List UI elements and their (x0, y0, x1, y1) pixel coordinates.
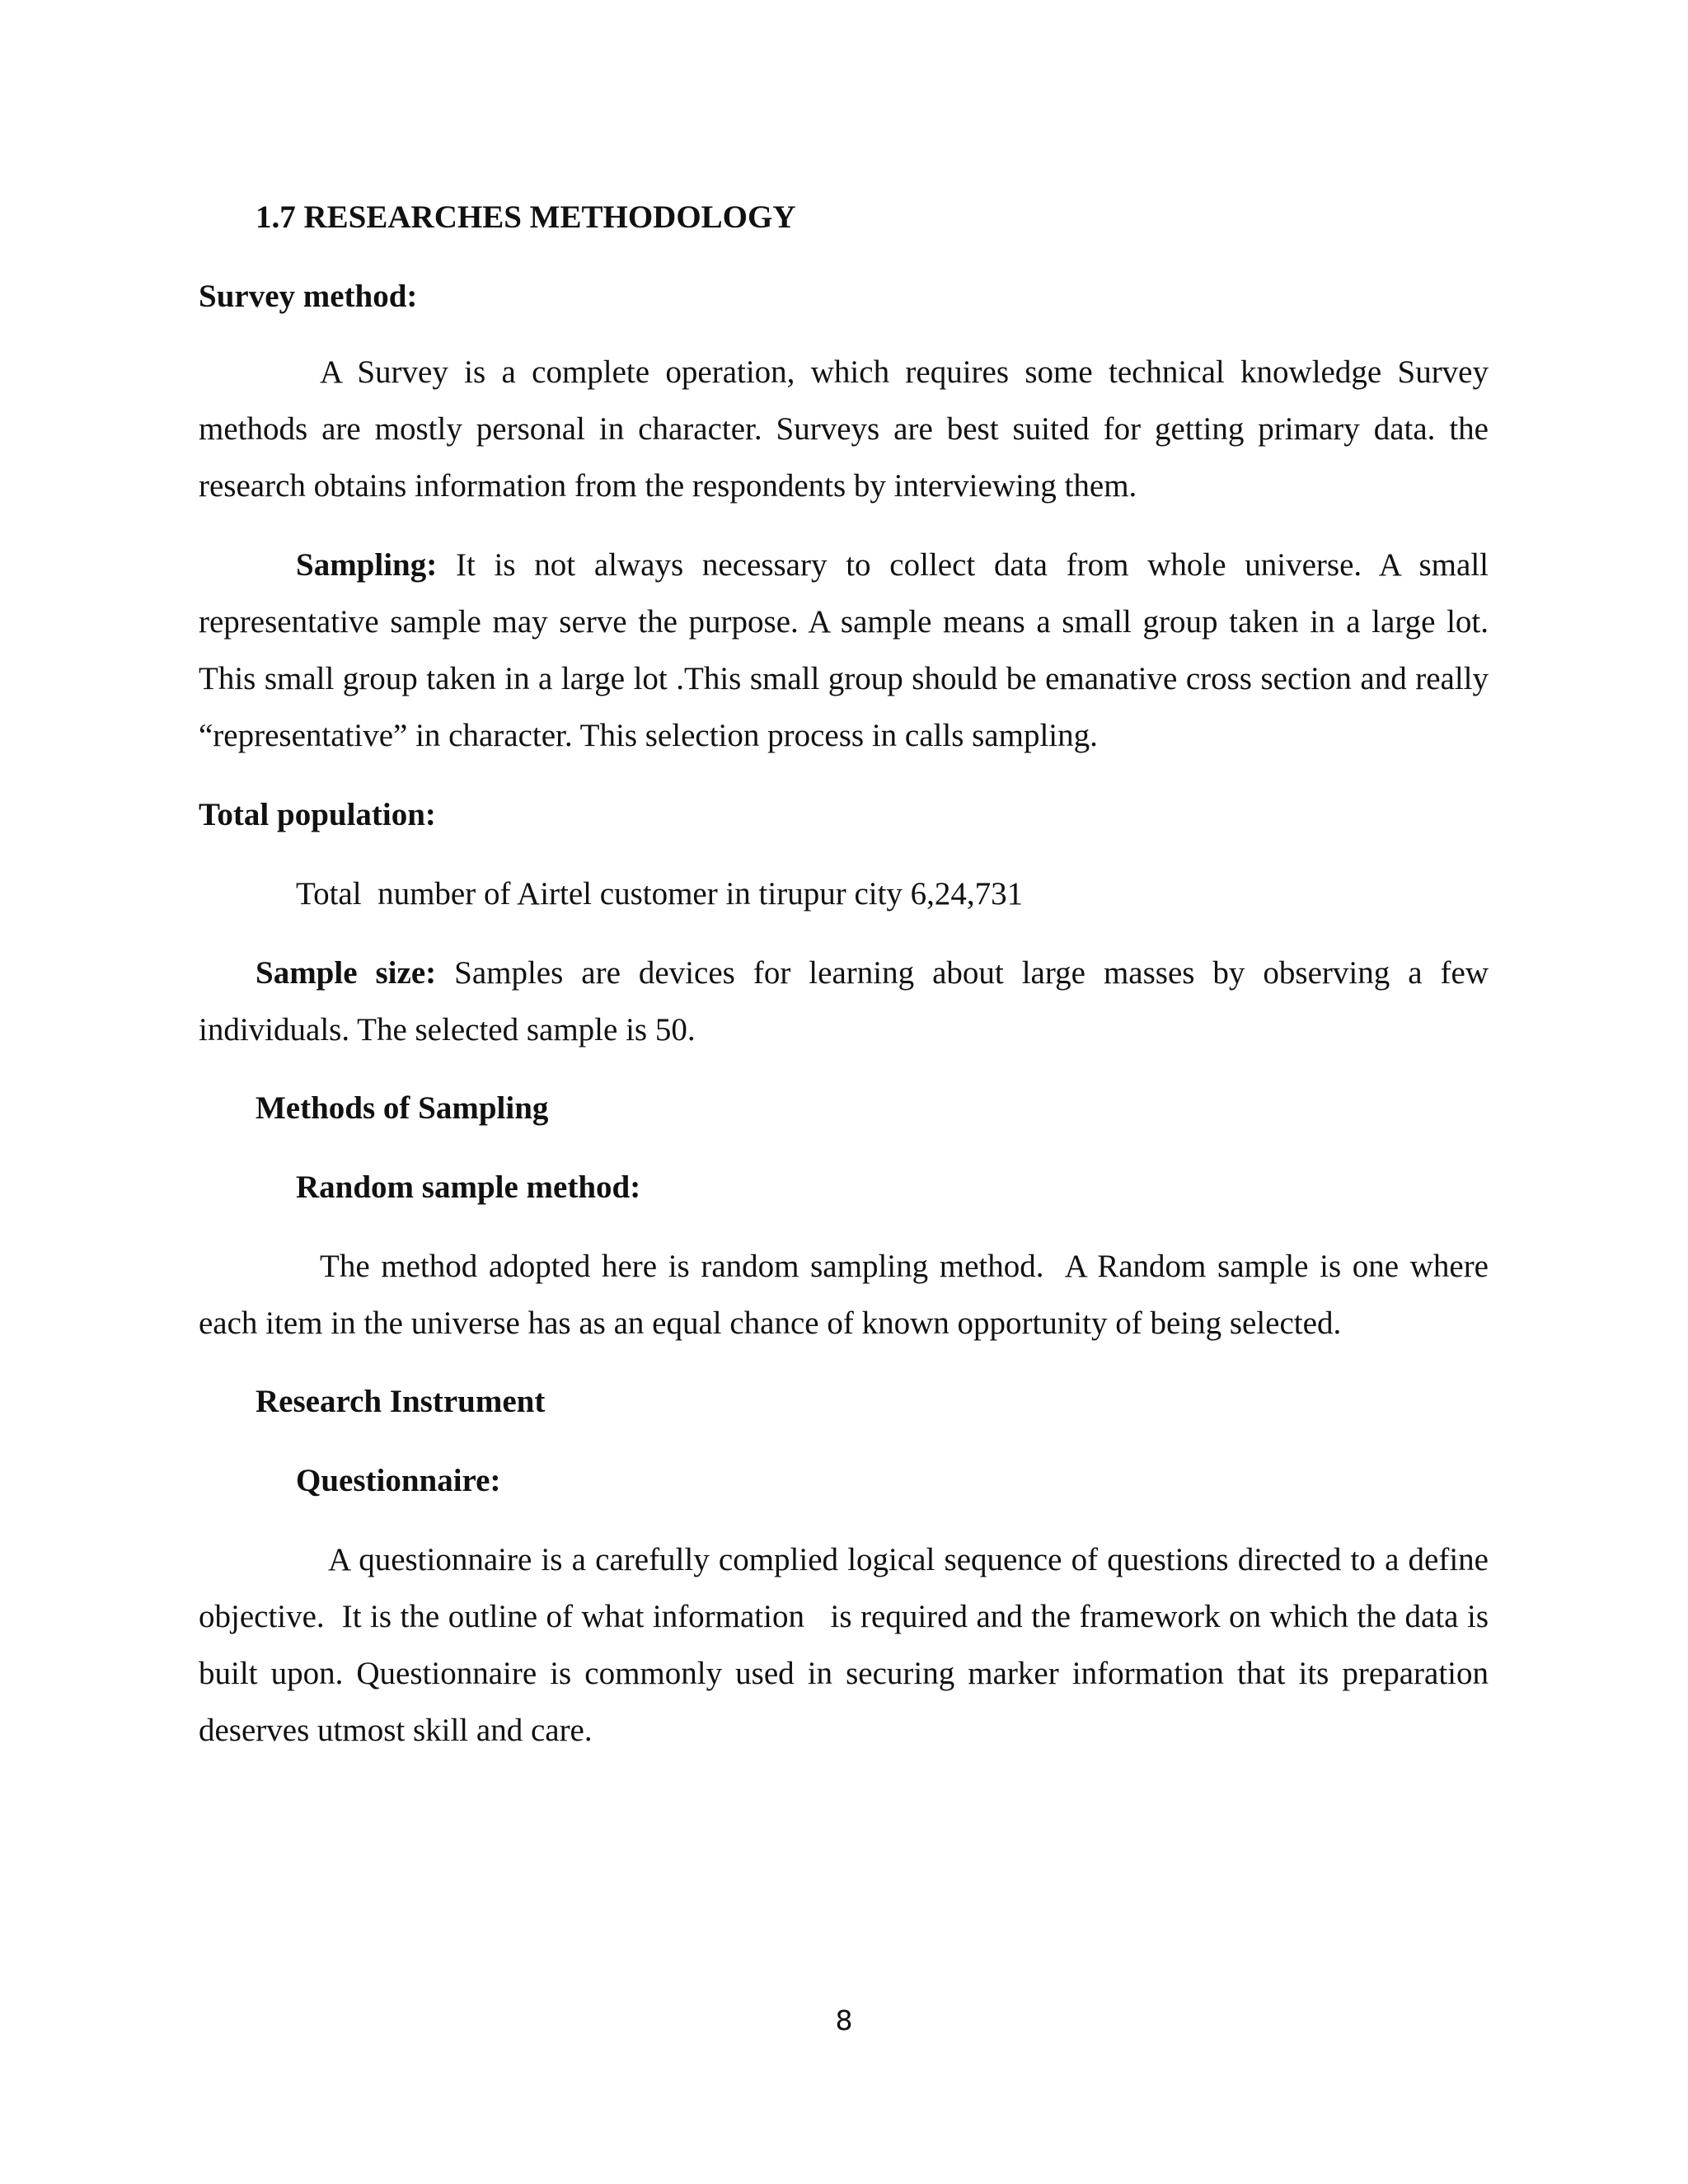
random-sample-method-heading: Random sample method: (296, 1169, 641, 1205)
total-population-heading: Total population: (199, 797, 436, 832)
sample-size-paragraph (199, 944, 1489, 1058)
random-sample-paragraph: The method adopted here is random sampling method. A Random sample is one where each item in the universe has as an equal chance of known opportunity of being selected. (199, 1249, 1497, 1341)
methods-of-sampling-heading: Methods of Sampling (256, 1090, 549, 1126)
questionnaire-paragraph: A questionnaire is a carefully complied logical sequence of questions directed to a define objective. It is the outline of what information is required and the framework on which the data is built upon. Questionnaire is commonly used in securing marker information that its preparation deserves utmost skill and care. (199, 1542, 1497, 1748)
total-population-text: Total number of Airtel customer in tirupur city 6,24,731 (296, 876, 1024, 912)
survey-method-heading: Survey method: (199, 279, 418, 314)
sampling-paragraph (199, 537, 1489, 764)
survey-method-paragraph: A Survey is a complete operation, which requires some technical knowledge Survey methods are mostly personal in character. Surveys are best suited for getting primary data. the research obtains information from the respondents by interviewing them. (199, 354, 1489, 504)
questionnaire-heading: Questionnaire: (296, 1463, 501, 1498)
section-title: 1.7 RESEARCHES METHODOLOGY (256, 199, 796, 235)
page-number: 8 (835, 2004, 853, 2036)
sample-size-text: Samples are devices for learning about large masses by observing a few individuals. The selected sample is 50. (199, 955, 1489, 1047)
sample-size-label: Sample size: (256, 955, 437, 991)
sampling-label: Sampling: (296, 547, 438, 583)
research-instrument-heading: Research Instrument (256, 1384, 546, 1419)
sampling-text: It is not always necessary to collect data from whole universe. A small representative sample may serve the purpose. A sample means a small group taken in a large lot. This small group taken in a large lot .This small group should be emanative cross section and really “representative” in character. This selection process in calls sampling. (199, 547, 1489, 753)
